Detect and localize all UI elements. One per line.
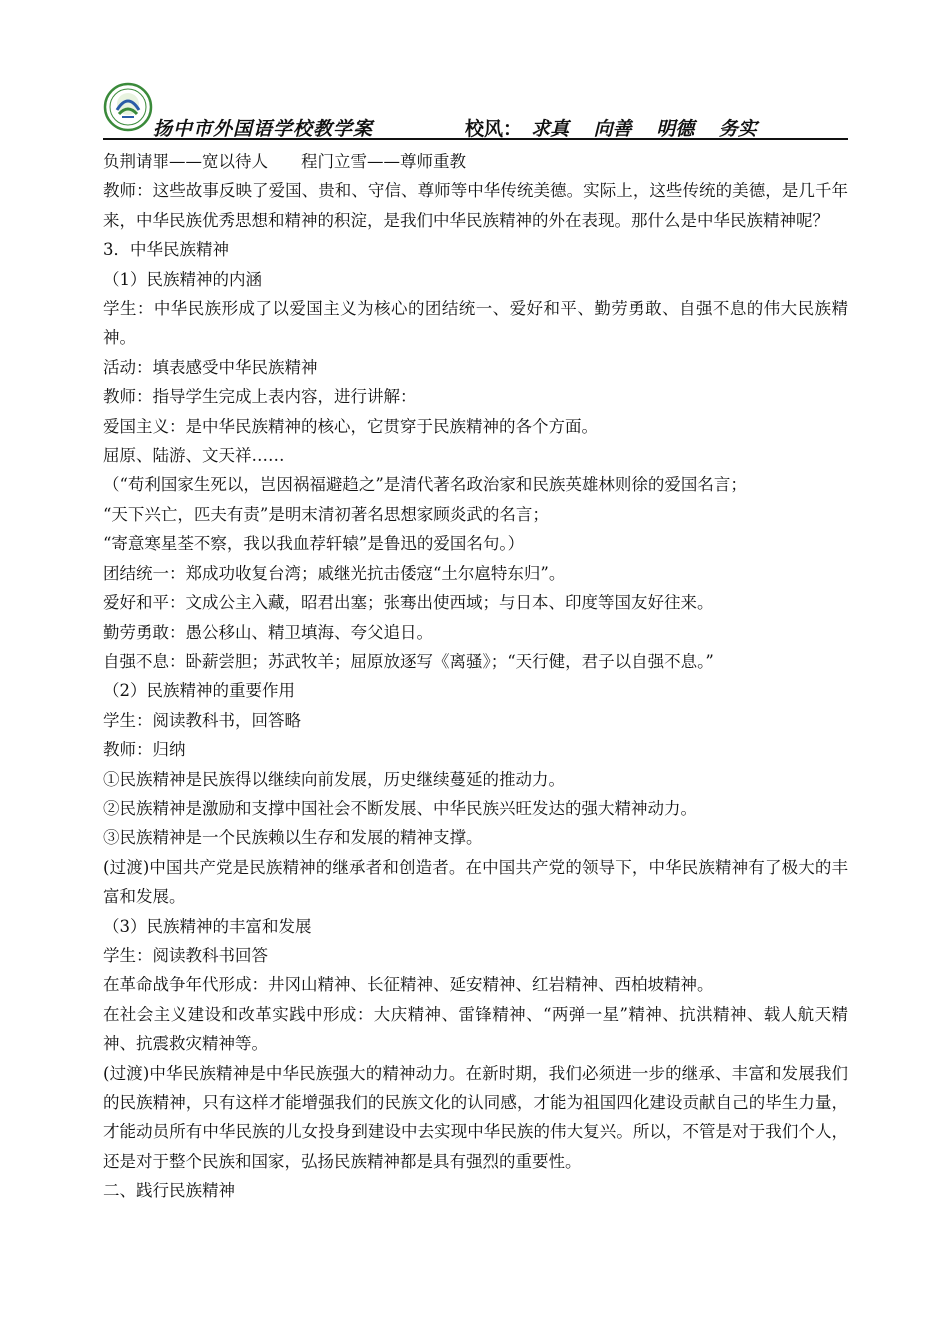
text-line: “天下兴亡，匹夫有责”是明末清初著名思想家顾炎武的名言； [103, 504, 549, 524]
text-line: （“苟利国家生死以，岂因祸福避趋之”是清代著名政治家和民族英雄林则徐的爱国名言； [103, 475, 747, 495]
list-item: ②民族精神是激励和支撑中国社会不断发展、中华民族兴旺发达的强大精神动力。 [103, 798, 697, 818]
paragraph: 在社会主义建设和改革实践中形成：大庆精神、雷锋精神、“两弹一星”精神、抗洪精神、载人航天精神、抗震救灾精神等。 [103, 1004, 848, 1054]
paragraph: (过渡)中华民族精神是中华民族强大的精神动力。在新时期，我们必须进一步的继承、丰富和发展我们的民族精神，只有这样才能增强我们的民族文化的认同感，才能为祖国四化建设贡献自己的毕生力量，才能动员所有中华民族的儿女投身到建设中去实现中华民族的伟大复兴。所以，不管是对于我们个人，还是对于整个民族和国家，弘扬民族精神都是具有强烈的重要性。 [103, 1063, 848, 1171]
text-line: 爱好和平：文成公主入藏，昭君出塞；张骞出使西域；与日本、印度等国友好往来。 [103, 593, 714, 613]
list-item: ①民族精神是民族得以继续向前发展，历史继续蔓延的推动力。 [103, 769, 565, 789]
school-title: 扬中市外国语学校教学案 [153, 118, 374, 140]
document-body [103, 147, 848, 1206]
text-line: 教师：指导学生完成上表内容，进行讲解： [103, 387, 417, 407]
motto-value: 求真 [531, 118, 570, 140]
text-line: 活动：填表感受中华民族精神 [103, 357, 318, 377]
paragraph: 教师：这些故事反映了爱国、贵和、守信、尊师等中华传统美德。实际上，这些传统的美德，是几千年来，中华民族优秀思想和精神的积淀，是我们中华民族精神的外在表现。那什么是中华民族精神呢？ [103, 181, 848, 230]
list-item: ③民族精神是一个民族赖以生存和发展的精神支撑。 [103, 828, 483, 848]
section-heading: 3．中华民族精神 [103, 240, 229, 260]
text-line: 学生：阅读教科书回答 [103, 945, 268, 965]
page-header [103, 82, 848, 140]
text-line: 在革命战争年代形成：井冈山精神、长征精神、延安精神、红岩精神、西柏坡精神。 [103, 975, 714, 995]
motto-value: 明德 [656, 118, 695, 140]
text-line: 教师：归纳 [103, 740, 186, 760]
paragraph: 学生：中华民族形成了以爱国主义为核心的团结统一、爱好和平、勤劳勇敢、自强不息的伟大民族精神。 [103, 299, 848, 348]
header-divider [103, 138, 848, 140]
text-line: 自强不息：卧薪尝胆；苏武牧羊；屈原放逐写《离骚》；“天行健，君子以自强不息。” [103, 651, 714, 671]
text-line: “寄意寒星荃不察，我以我血荐轩辕”是鲁迅的爱国名句。） [103, 534, 525, 554]
subsection-heading: （1）民族精神的内涵 [103, 269, 262, 289]
section-heading: 二、践行民族精神 [103, 1181, 235, 1201]
subsection-heading: （2）民族精神的重要作用 [103, 681, 295, 701]
school-emblem-icon [103, 82, 153, 132]
text-line: 爱国主义：是中华民族精神的核心，它贯穿于民族精神的各个方面。 [103, 416, 598, 436]
motto-label: 校风： [465, 118, 523, 140]
text-line: 屈原、陆游、文天祥…… [103, 446, 285, 466]
text-line: 团结统一：郑成功收复台湾；戚继光抗击倭寇“土尔扈特东归”。 [103, 563, 566, 583]
motto-value: 务实 [718, 118, 757, 140]
subsection-heading: （3）民族精神的丰富和发展 [103, 916, 312, 936]
text-line: 勤劳勇敢：愚公移山、精卫填海、夸父追日。 [103, 622, 433, 642]
text-line: 负荆请罪——宽以待人 程门立雪——尊师重教 [103, 152, 466, 171]
motto-value: 向善 [593, 118, 632, 140]
text-line: 学生：阅读教科书，回答略 [103, 710, 301, 730]
paragraph: (过渡)中国共产党是民族精神的继承者和创造者。在中国共产党的领导下，中华民族精神有了极大的丰富和发展。 [103, 857, 848, 907]
motto-values [531, 114, 775, 141]
